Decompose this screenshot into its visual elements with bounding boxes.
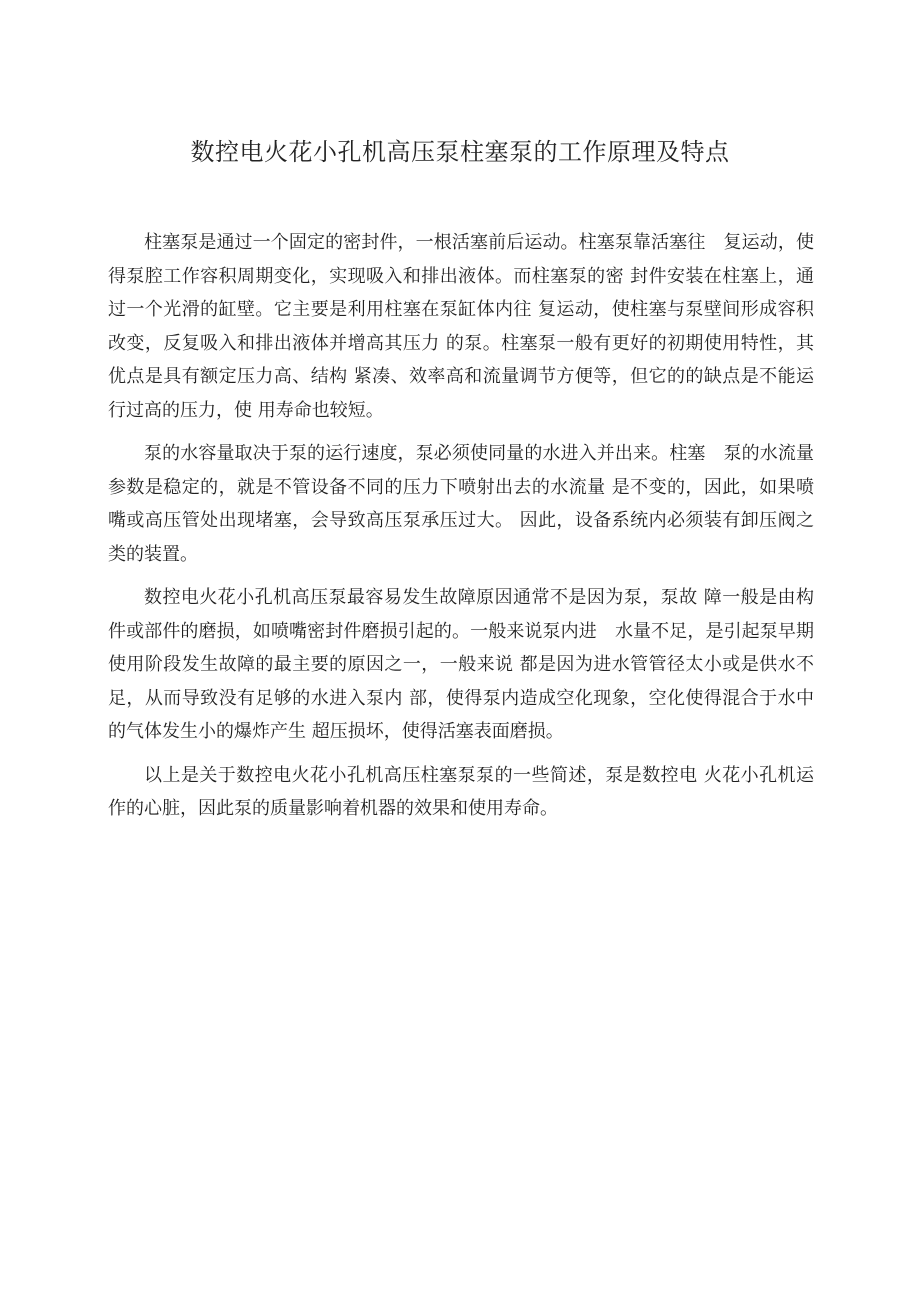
paragraph-2: 泵的水容量取决于泵的运行速度，泵必须使同量的水进入并出来。柱塞 泵的水流量参数是稳定的，就是不管设备不同的压力下喷射出去的水流量 是不变的，因此，如果喷嘴或高压管处出现堵塞，会导致高压泵承压过大。 因此，设备系统内必须装有卸压阀之类的装置。 <box>108 443 814 565</box>
paragraph-3: 数控电火花小孔机高压泵最容易发生故障原因通常不是因为泵，泵故 障一般是由构件或部件的磨损，如喷嘴密封件磨损引起的。一般来说泵内进 水量不足，是引起泵早期使用阶段发生故障的最主要的原因之一，一般来说 都是因为进水管管径太小或是供水不足，从而导致没有足够的水进入泵内 部，使得泵内造成空化现象，空化使得混合于水中的气体发生小的爆炸产生 超压损坏，使得活塞表面磨损。 <box>108 587 814 742</box>
paragraph-1: 柱塞泵是通过一个固定的密封件，一根活塞前后运动。柱塞泵靠活塞往 复运动，使得泵腔工作容积周期变化，实现吸入和排出液体。而柱塞泵的密 封件安装在柱塞上，通过一个光滑的缸壁。它主要是利用柱塞在泵缸体内往 复运动，使柱塞与泵壁间形成容积改变，反复吸入和排出液体并增高其压力 的泵。柱塞泵一般有更好的初期使用特性，其优点是具有额定压力高、结构 紧凑、效率高和流量调节方便等，但它的的缺点是不能运行过高的压力，使 用寿命也较短。 <box>108 232 814 421</box>
document-body <box>108 226 814 836</box>
paragraph-4: 以上是关于数控电火花小孔机高压柱塞泵泵的一些简述，泵是数控电 火花小孔机运作的心脏，因此泵的质量影响着机器的效果和使用寿命。 <box>108 764 814 819</box>
document-title: 数控电火花小孔机高压泵柱塞泵的工作原理及特点 <box>190 138 730 166</box>
